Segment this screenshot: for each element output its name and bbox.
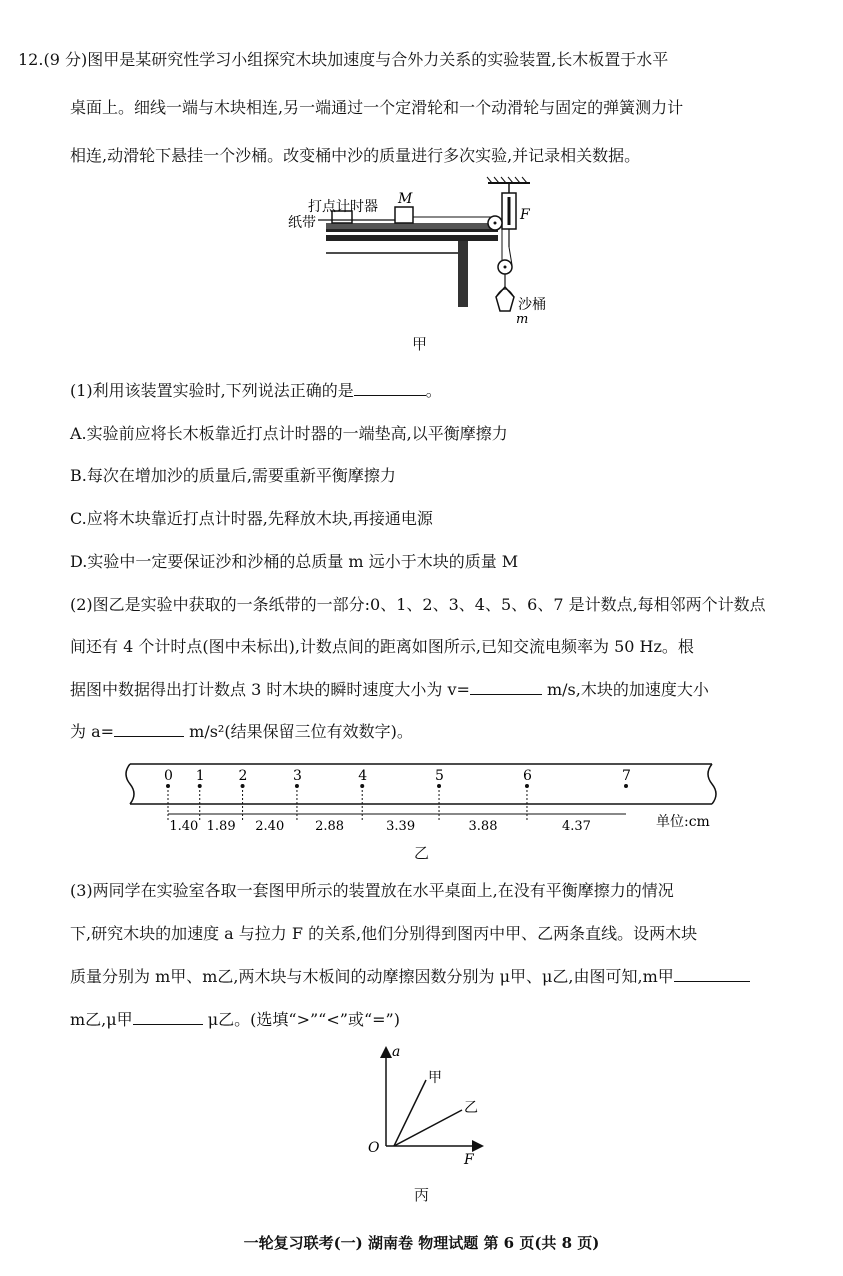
label-m: m — [516, 312, 529, 327]
part3-line-3 — [70, 967, 750, 987]
tape-distance-label: 3.39 — [386, 819, 416, 834]
tape-distance-label: 2.88 — [315, 819, 345, 834]
part2-line-4-tail: m/s²(结果保留三位有效数字)。 — [189, 722, 413, 741]
line-yi-label: 乙 — [464, 1100, 478, 1116]
part3-line-1: (3)两同学在实验室各取一套图甲所示的装置放在水平桌面上,在没有平衡摩擦力的情况 — [70, 881, 674, 900]
tape-point-label-7: 7 — [622, 768, 631, 784]
part1-stem-text: (1)利用该装置实验时,下列说法正确的是 — [70, 381, 354, 400]
label-tape: 纸带 — [288, 215, 316, 231]
part3-line-3-text: 质量分别为 m甲、m乙,两木块与木板间的动摩擦因数分别为 μ甲、μ乙,由图可知,m甲 — [70, 967, 674, 986]
part3-line-4-tail: μ乙。(选填“>”“<”或“=”) — [207, 1010, 400, 1029]
axis-a-label: a — [392, 1044, 401, 1060]
figure-yi-caption: 乙 — [414, 844, 430, 862]
line-jia — [394, 1080, 426, 1146]
tape-distance-label: 1.40 — [169, 819, 199, 834]
label-bucket: 沙桶 — [518, 297, 546, 313]
label-F: F — [520, 207, 530, 223]
tape-point-label-0: 0 — [164, 768, 173, 784]
tape-point-label-4: 4 — [358, 768, 368, 784]
part2-line-4-text: 为 a= — [70, 722, 115, 741]
acceleration-blank[interactable] — [114, 722, 184, 737]
line-yi — [394, 1110, 462, 1146]
tape-point-label-6: 6 — [522, 768, 532, 784]
axis-F-label: F — [464, 1152, 474, 1168]
tape-dot-7 — [624, 784, 628, 788]
part2-line-3-tail: m/s,木块的加速度大小 — [546, 680, 709, 699]
part3-line-4 — [70, 1010, 400, 1030]
mass-compare-blank[interactable] — [674, 967, 750, 982]
tape-point-label-1: 1 — [195, 768, 205, 784]
origin-label: O — [368, 1140, 380, 1156]
figure-jia-apparatus — [0, 175, 843, 345]
part2-line-2: 间还有 4 个计时点(图中未标出),计数点间的距离如图所示,已知交流电频率为 50 Hz。根 — [70, 637, 694, 656]
figure-bing-caption: 丙 — [414, 1186, 430, 1204]
part1-answer-blank[interactable] — [354, 381, 426, 396]
part1-stem — [70, 381, 442, 401]
tape-point-label-5: 5 — [435, 768, 444, 784]
question-intro-line-2: 桌面上。细线一端与木块相连,另一端通过一个定滑轮和一个动滑轮与固定的弹簧测力计 — [70, 98, 684, 117]
velocity-blank[interactable] — [470, 680, 542, 695]
mu-compare-blank[interactable] — [133, 1010, 203, 1025]
figure-jia-caption: 甲 — [412, 335, 428, 353]
tape-unit: 单位:cm — [656, 814, 710, 830]
tape-distance-label: 4.37 — [562, 819, 591, 834]
page-footer: 一轮复习联考(一) 湖南卷 物理试题 第 6 页(共 8 页) — [243, 1234, 600, 1252]
part1-stem-end: 。 — [425, 381, 442, 400]
tape-distance-label: 1.89 — [206, 819, 236, 834]
line-jia-label: 甲 — [428, 1070, 442, 1086]
part3-line-4-text: m乙,μ甲 — [70, 1010, 133, 1029]
figure-yi-tape — [0, 760, 843, 840]
option-a: A.实验前应将长木板靠近打点计时器的一端垫高,以平衡摩擦力 — [70, 424, 508, 443]
question-intro-line-1: 12.(9 分)图甲是某研究性学习小组探究木块加速度与合外力关系的实验装置,长木板置于水平 — [18, 50, 669, 69]
part2-line-1: (2)图乙是实验中获取的一条纸带的一部分:0、1、2、3、4、5、6、7 是计数点,每相邻两个计数点 — [70, 595, 766, 614]
tape-distance-label: 2.40 — [255, 819, 285, 834]
part2-line-4 — [70, 722, 413, 742]
tape-distance-label: 3.88 — [468, 819, 498, 834]
tape-point-label-2: 2 — [238, 768, 248, 784]
figure-bing-graph — [0, 1040, 843, 1180]
part2-line-3 — [70, 680, 709, 700]
tape-point-label-3: 3 — [292, 768, 302, 784]
label-M: M — [398, 191, 413, 207]
label-timer: 打点计时器 — [308, 199, 378, 215]
part3-line-2: 下,研究木块的加速度 a 与拉力 F 的关系,他们分别得到图丙中甲、乙两条直线。设两木块 — [70, 924, 698, 943]
question-intro-line-3: 相连,动滑轮下悬挂一个沙桶。改变桶中沙的质量进行多次实验,并记录相关数据。 — [70, 146, 641, 165]
part2-line-3-text: 据图中数据得出打计数点 3 时木块的瞬时速度大小为 v= — [70, 680, 470, 699]
option-b: B.每次在增加沙的质量后,需要重新平衡摩擦力 — [70, 466, 396, 485]
option-c: C.应将木块靠近打点计时器,先释放木块,再接通电源 — [70, 509, 433, 528]
option-d: D.实验中一定要保证沙和沙桶的总质量 m 远小于木块的质量 M — [70, 552, 519, 571]
